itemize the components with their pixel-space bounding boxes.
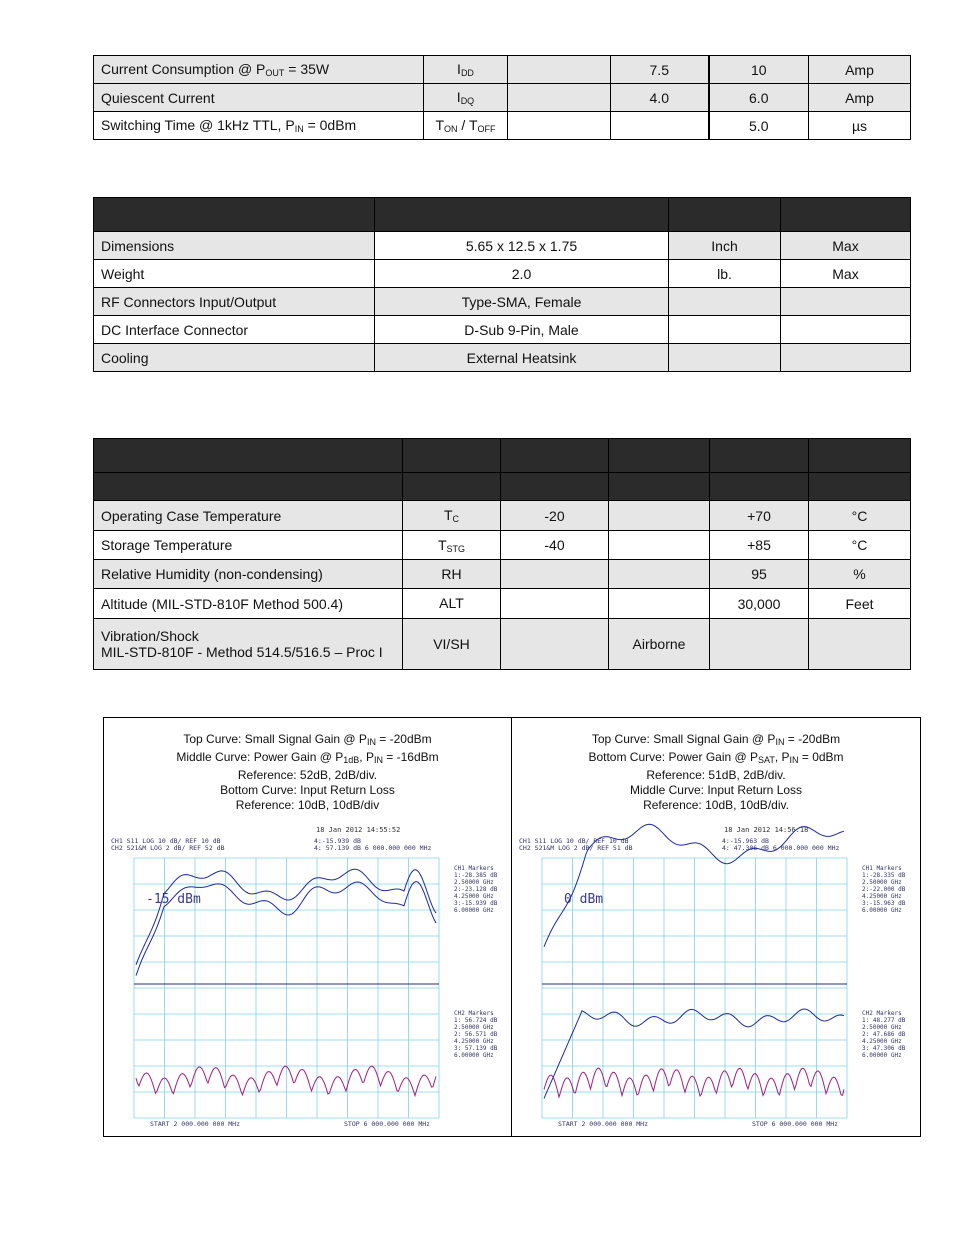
table-row [94,560,911,589]
typ-cell [609,501,710,531]
unit-cell: lb. [669,260,781,288]
unit-cell: °C [809,531,911,560]
ch2-marker-text: 2: 56.571 dB [454,1031,498,1038]
table-row [94,619,911,670]
param-cell: DC Interface Connector [94,316,375,344]
ch2-marker-text: 2: 47.686 dB [862,1031,906,1038]
table-header-row [94,198,911,232]
ch2-marker-text: 1: 48.277 dB [862,1017,906,1024]
return-loss-trace [544,1068,844,1097]
table-row [94,316,911,344]
param-cell: Cooling [94,344,375,372]
param-cell: Altitude (MIL-STD-810F Method 500.4) [94,589,403,619]
param-cell: Dimensions [94,232,375,260]
max-cell: 6.0 [709,84,809,112]
power-level-label: -15 dBm [146,892,201,907]
typ-cell [609,560,710,589]
max-cell: +70 [710,501,809,531]
min-cell: -20 [501,501,609,531]
symbol-cell: $T_C$ [403,501,501,531]
ch2-marker-text: CH2 Markers [862,1010,902,1017]
ch1-marker-text: 2.50000 GHz [862,879,902,886]
ch2-marker-list [862,1010,906,1059]
power-level-label: 0 dBm [564,892,604,907]
typ-cell: 7.5 [611,56,709,84]
plot-panel-left [104,718,512,1136]
value-cell: 2.0 [375,260,669,288]
environmental-spec-table [93,438,911,670]
table-row [94,56,911,84]
min-cell: -40 [501,531,609,560]
table-header-row [94,439,911,473]
ch1-marker-text: 2:-22.000 dB [862,886,906,893]
note-cell [781,288,911,316]
performance-plots [103,717,921,1137]
table-row [94,260,911,288]
marker-readout: 4: 57.139 dB 6 000.000 000 MHz [314,844,432,852]
note-cell [781,316,911,344]
ch1-marker-text: 6.00000 GHz [454,907,494,914]
param-cell: Relative Humidity (non-condensing) [94,560,403,589]
param-cell: Weight [94,260,375,288]
start-frequency: START 2 000.000 000 MHz [558,1120,649,1128]
ch1-marker-text: 2.50000 GHz [454,879,494,886]
ch1-marker-text: 1:-28.385 dB [454,872,498,879]
symbol-cell: ALT [403,589,501,619]
network-analyzer-plot [512,718,920,1136]
unit-cell [809,619,911,670]
table-row [94,112,911,140]
typ-cell: 4.0 [611,84,709,112]
ch2-marker-text: 2.50000 GHz [454,1024,494,1031]
unit-cell: % [809,560,911,589]
unit-cell [669,344,781,372]
min-cell [508,112,611,140]
return-loss-trace [136,1066,436,1096]
ch2-marker-text: 4.25000 GHz [862,1038,902,1045]
min-cell [501,589,609,619]
plot-date: 18 Jan 2012 14:55:52 [316,826,401,834]
ch2-line: CH2 S21&M LOG 2 dB/ REF 51 dB [519,844,633,852]
typ-cell [609,531,710,560]
typ-cell [609,589,710,619]
value-cell: External Heatsink [375,344,669,372]
plot-date: 18 Jan 2012 14:56:18 [724,826,809,834]
ch1-marker-text: 1:-28.335 dB [862,872,906,879]
param-cell: Vibration/Shock MIL-STD-810F - Method 514.5/516.5 – Proc I [94,619,403,670]
max-cell [710,619,809,670]
ch2-marker-text: 3: 47.306 dB [862,1045,906,1052]
table-row [94,232,911,260]
min-cell [508,84,611,112]
table-header-row [94,473,911,501]
min-cell [501,560,609,589]
note-cell [781,344,911,372]
ch2-marker-text: 6.00000 GHz [862,1052,902,1059]
param-cell: Current Consumption @ $P_{OUT} = 35W$ [94,56,424,84]
table-row [94,589,911,619]
ch1-marker-text: CH1 Markers [862,865,902,872]
max-cell: 10 [709,56,809,84]
symbol-cell: $I_{DQ}$ [424,84,508,112]
ch2-marker-text: 2.50000 GHz [862,1024,902,1031]
ch1-marker-text: 3:-15.963 dB [862,900,906,907]
value-cell: Type-SMA, Female [375,288,669,316]
table-row [94,531,911,560]
max-cell: 30,000 [710,589,809,619]
plot-caption: Top Curve: Small Signal Gain @ $P_{IN} = -20dBm$ Bottom Curve: Power Gain @ $P_{SAT}$, $P_{IN} = 0dBm$ Reference: 51dB, 2dB/div. Middle Curve: Input Return Loss Reference: 10dB, 10dB/div. [588,732,844,812]
unit-cell: µs [809,112,911,140]
ch1-marker-text: 6.00000 GHz [862,907,902,914]
param-cell: Switching Time @ 1kHz TTL, $P_{IN} = 0dBm$ [94,112,424,140]
unit-cell [669,316,781,344]
ch2-marker-text: 1: 56.724 dB [454,1017,498,1024]
value-cell: 5.65 x 12.5 x 1.75 [375,232,669,260]
ch2-marker-text: 6.00000 GHz [454,1052,494,1059]
ch1-marker-text: CH1 Markers [454,865,494,872]
typ-cell: Airborne [609,619,710,670]
plot-panel-right [512,718,920,1136]
max-cell: +85 [710,531,809,560]
param-cell: RF Connectors Input/Output [94,288,375,316]
ch1-marker-text: 3:-15.939 dB [454,900,498,907]
stop-frequency: STOP 6 000.000 000 MHz [344,1120,431,1128]
unit-cell [669,288,781,316]
ch1-marker-text: 4.25000 GHz [454,893,494,900]
electrical-spec-table [93,55,911,140]
ch1-marker-text: 4.25000 GHz [862,893,902,900]
symbol-cell: $I_{DD}$ [424,56,508,84]
table-row [94,84,911,112]
ch1-marker-text: 2:-23.128 dB [454,886,498,893]
stop-frequency: STOP 6 000.000 000 MHz [752,1120,839,1128]
start-frequency: START 2 000.000 000 MHz [150,1120,241,1128]
typ-cell [611,112,709,140]
unit-cell: °C [809,501,911,531]
max-cell: 5.0 [709,112,809,140]
ch2-line: CH2 S21&M LOG 2 dB/ REF 52 dB [111,844,225,852]
small-signal-gain-trace [136,869,436,965]
symbol-cell: $T_{STG}$ [403,531,501,560]
unit-cell: Amp [809,56,911,84]
marker-readout: 4:-15.963 dB [722,837,769,845]
plot-caption: Top Curve: Small Signal Gain @ $P_{IN} = -20dBm$ Middle Curve: Power Gain @ $P_{1dB}$, $P_{IN} = -16dBm$ Reference: 52dB, 2dB/div. Bottom Curve: Input Return Loss Reference: 10dB, 10dB/div [176,732,439,812]
marker-readout: 4:-15.939 dB [314,837,361,845]
table-row [94,344,911,372]
max-cell: 95 [710,560,809,589]
mechanical-spec-table [93,197,911,372]
symbol-cell: RH [403,560,501,589]
ch2-marker-text: 4.25000 GHz [454,1038,494,1045]
network-analyzer-plot [104,718,511,1136]
marker-readout: 4: 47.306 dB 6 000.000 000 MHz [722,844,840,852]
symbol-cell: $T_{ON} / T_{OFF}$ [424,112,508,140]
ch2-marker-list [454,1010,498,1059]
param-cell: Quiescent Current [94,84,424,112]
unit-cell: Amp [809,84,911,112]
symbol-cell: VI/SH [403,619,501,670]
value-cell: D-Sub 9-Pin, Male [375,316,669,344]
table-row [94,288,911,316]
ch1-marker-list [454,865,498,914]
param-cell: Storage Temperature [94,531,403,560]
unit-cell: Feet [809,589,911,619]
table-row [94,501,911,531]
ch1-marker-list [862,865,906,914]
min-cell [508,56,611,84]
note-cell: Max [781,260,911,288]
ch1-line: CH1 S11 LOG 10 dB/ REF 10 dB [519,837,629,845]
param-cell: Operating Case Temperature [94,501,403,531]
min-cell [501,619,609,670]
ch2-marker-text: 3: 57.139 dB [454,1045,498,1052]
note-cell: Max [781,232,911,260]
ch2-marker-text: CH2 Markers [454,1010,494,1017]
unit-cell: Inch [669,232,781,260]
ch1-line: CH1 S11 LOG 10 dB/ REF 10 dB [111,837,221,845]
